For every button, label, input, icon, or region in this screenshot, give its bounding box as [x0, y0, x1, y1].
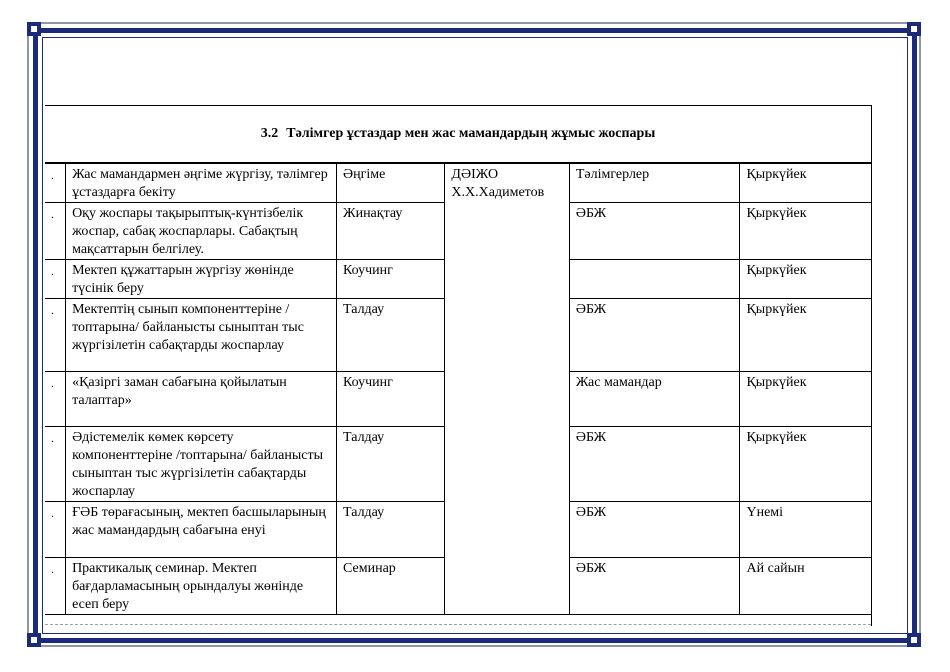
event-form: Коучинг: [337, 260, 445, 299]
participants: ӘБЖ: [569, 427, 740, 502]
due-time: Үнемі: [740, 502, 871, 558]
due-time: Қыркүйек: [740, 164, 871, 203]
document-page: [45, 105, 872, 626]
section-heading: [45, 106, 871, 163]
event-form: Жинақтау: [337, 203, 445, 260]
frame-corner-ornament: [27, 633, 41, 647]
event-topic: Оқу жоспары тақырыптық-күнтізбелік жоспар, сабақ жоспарлары. Сабақтың мақсаттарын белгілеу.: [66, 203, 337, 260]
event-form: Талдау: [337, 502, 445, 558]
row-number: .: [45, 427, 66, 502]
row-number: .: [45, 164, 66, 203]
event-topic: «Қазіргі заман сабағына қойылатын талаптар»: [66, 372, 337, 427]
table-row: [45, 164, 871, 203]
participants: ӘБЖ: [569, 299, 740, 372]
participants: ӘБЖ: [569, 502, 740, 558]
event-topic: Практикалық семинар. Мектеп бағдарламасының орындалуы жөнінде есеп беру: [66, 558, 337, 615]
due-time: Қыркүйек: [740, 299, 871, 372]
due-time: Қыркүйек: [740, 372, 871, 427]
frame-corner-ornament: [907, 22, 921, 36]
participants: ӘБЖ: [569, 203, 740, 260]
event-topic: Мектеп құжаттарын жүргізу жөнінде түсінік беру: [66, 260, 337, 299]
row-number: .: [45, 260, 66, 299]
row-number: .: [45, 372, 66, 427]
participants: [569, 260, 740, 299]
event-form: Коучинг: [337, 372, 445, 427]
section-number: 3.2: [260, 126, 279, 141]
event-topic: Жас мамандармен әңгіме жүргізу, тәлімгер ұстаздарға бекіту: [66, 164, 337, 203]
event-form: Талдау: [337, 427, 445, 502]
due-time: Ай сайын: [740, 558, 871, 615]
due-time: Қыркүйек: [740, 427, 871, 502]
cut-off-next-section: [45, 624, 871, 625]
row-number: .: [45, 502, 66, 558]
participants: ӘБЖ: [569, 558, 740, 615]
work-plan-table: [45, 163, 871, 615]
event-topic: ҒӘБ төрағасының, мектеп басшыларының жас мамандардың сабағына енуі: [66, 502, 337, 558]
event-form: Семинар: [337, 558, 445, 615]
row-number: .: [45, 299, 66, 372]
due-time: Қыркүйек: [740, 203, 871, 260]
event-form: Талдау: [337, 299, 445, 372]
frame-corner-ornament: [907, 633, 921, 647]
row-number: .: [45, 558, 66, 615]
row-number: .: [45, 203, 66, 260]
event-topic: Мектептің сынып компоненттеріне /топтарына/ байланысты сыныптан тыс жүргізілетін сабақтарды жоспарлау: [66, 299, 337, 372]
responsible-person: ДӘІЖО Х.Х.Хадиметов: [445, 164, 569, 615]
participants: Тәлімгерлер: [569, 164, 740, 203]
due-time: Қыркүйек: [740, 260, 871, 299]
frame-corner-ornament: [27, 22, 41, 36]
participants: Жас мамандар: [569, 372, 740, 427]
event-form: Әңгіме: [337, 164, 445, 203]
event-topic: Әдістемелік көмек көрсету компоненттеріне /топтарына/ байланысты сыныптан тыс жүргізілетін сабақтарды жоспарлау: [66, 427, 337, 502]
section-title: Тәлімгер ұстаздар мен жас мамандардың жұмыс жоспары: [286, 126, 656, 141]
